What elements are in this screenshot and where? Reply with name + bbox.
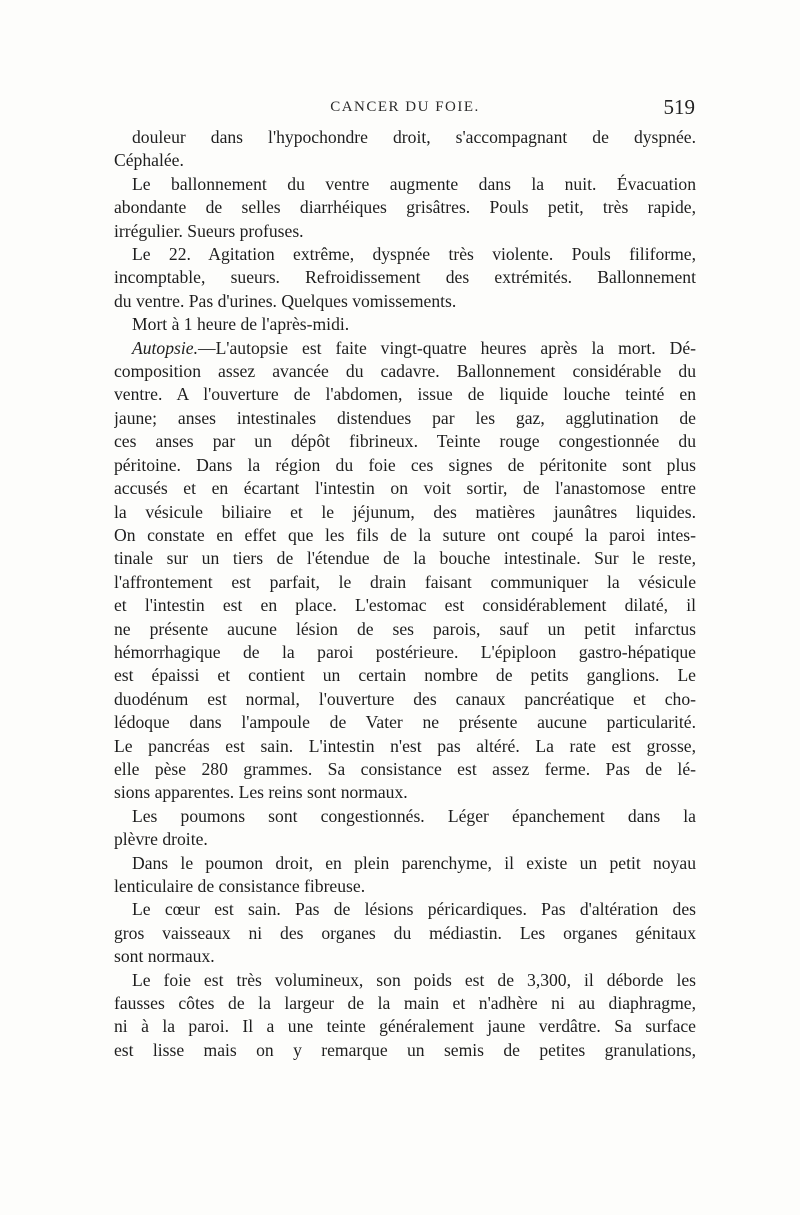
line-text: Dans le poumon droit, en plein parenchyme, il existe un petit noyau [132,852,696,873]
text-line [114,781,696,804]
text-line [114,266,696,289]
text-line [114,173,696,196]
line-text: fausses côtes de la largeur de la main et n'adhère ni au diaphragme, [114,993,696,1014]
line-text: irrégulier. Sueurs profuses. [114,220,304,241]
running-title: CANCER DU FOIE. [330,99,480,115]
paragraph [114,898,696,968]
line-text: Céphalée. [114,150,184,171]
line-text: accusés et en écartant l'intestin on voit sortir, de l'anastomose entre [114,478,696,499]
text-line [114,945,696,968]
text-line [114,524,696,547]
text-line [114,477,696,500]
text-line [114,290,696,313]
line-text: est épaissi et contient un certain nombre de petits ganglions. Le [114,665,696,686]
line-text: Le foie est très volumineux, son poids est de 3,300, il déborde les [132,969,696,990]
line-text: sont normaux. [114,946,215,967]
text-line [114,430,696,453]
text-line [114,594,696,617]
line-text: ventre. A l'ouverture de l'abdomen, issue de liquide louche teinté en [114,384,696,405]
text-line [114,501,696,524]
text-line [114,805,696,828]
line-text: la vésicule biliaire et le jéjunum, des matières jaunâtres liquides. [114,501,696,522]
line-text: ne présente aucune lésion de ses parois, sauf un petit infarctus [114,618,696,639]
line-text: elle pèse 280 grammes. Sa consistance est assez ferme. Pas de lé- [114,758,696,779]
text-line [114,828,696,851]
text-line [114,313,696,336]
page-number: 519 [663,95,695,119]
line-text: et l'intestin est en place. L'estomac est considérablement dilaté, il [114,595,696,616]
paragraph [114,173,696,243]
line-text: ces anses par un dépôt fibrineux. Teinte rouge congestionnée du [114,431,696,452]
text-line [114,360,696,383]
paragraph [114,852,696,899]
paragraph [114,313,696,336]
text-line [114,547,696,570]
line-text: sions apparentes. Les reins sont normaux. [114,782,408,803]
text-line [114,1015,696,1038]
paragraph [114,337,696,805]
text-line [114,571,696,594]
text-line [114,243,696,266]
line-text: lenticulaire de consistance fibreuse. [114,876,366,896]
line-text: ni à la paroi. Il a une teinte généralement jaune verdâtre. Sa surface [114,1016,696,1037]
line-text: Le ballonnement du ventre augmente dans la nuit. Évacuation [132,173,696,194]
line-text: plèvre droite. [114,829,208,850]
line-text: péritoine. Dans la région du foie ces signes de péritonite sont plus [114,454,696,475]
text-line [114,852,696,875]
line-text: composition assez avancée du cadavre. Ballonnement considérable du [114,361,696,382]
paragraph [114,126,696,173]
line-text: du ventre. Pas d'urines. Quelques vomissements. [114,290,457,311]
text-line [114,758,696,781]
text-line [114,196,696,219]
text-line [114,641,696,664]
line-text: jaune; anses intestinales distendues par les gaz, agglutination de [114,407,696,428]
text-line [114,407,696,430]
line-text: Le pancréas est sain. L'intestin n'est pas altéré. La rate est grosse, [114,735,696,756]
line-text: douleur dans l'hypochondre droit, s'accompagnant de dyspnée. [132,127,696,147]
line-text: Mort à 1 heure de l'après-midi. [132,314,350,335]
paragraph [114,805,696,852]
line-text: abondante de selles diarrhéiques grisâtres. Pouls petit, très rapide, [114,197,696,218]
paragraph [114,243,696,313]
line-text: tinale sur un tiers de l'étendue de la bouche intestinale. Sur le reste, [114,548,696,569]
text-line [114,1039,696,1062]
text-line [114,454,696,477]
line-text: lédoque dans l'ampoule de Vater ne présente aucune particularité. [114,712,696,733]
line-text: —L'autopsie est faite vingt-quatre heures après la mort. Dé- [197,337,696,358]
body-text [114,126,696,1062]
text-line [114,875,696,898]
line-text: Le cœur est sain. Pas de lésions péricardiques. Pas d'altération des [132,899,696,920]
text-line [114,898,696,921]
text-line [114,969,696,992]
line-text: gros vaisseaux ni des organes du médiastin. Les organes génitaux [114,922,696,943]
text-line [114,922,696,945]
text-line [114,337,696,360]
text-line [114,711,696,734]
text-line [114,383,696,406]
line-text: est lisse mais on y remarque un semis de petites granulations, [114,1039,696,1060]
line-text: hémorrhagique de la paroi postérieure. L'épiploon gastro-hépatique [114,641,696,662]
running-head [115,95,695,125]
text-line [114,126,696,149]
paragraph [114,969,696,1063]
text-line [114,149,696,172]
text-line [114,688,696,711]
text-line [114,664,696,687]
line-text: l'affrontement est parfait, le drain faisant communiquer la vésicule [114,571,696,592]
text-line [114,618,696,641]
line-text: duodénum est normal, l'ouverture des canaux pancréatique et cho- [114,688,696,709]
line-text: Les poumons sont congestionnés. Léger épanchement dans la [132,805,696,826]
line-text: On constate en effet que les fils de la suture ont coupé la paroi intes- [114,524,696,545]
section-lead: Autopsie. [132,337,198,358]
line-text: incomptable, sueurs. Refroidissement des extrémités. Ballonnement [114,267,696,288]
text-line [114,992,696,1015]
line-text: Le 22. Agitation extrême, dyspnée très violente. Pouls filiforme, [132,244,696,265]
text-line [114,220,696,243]
text-line [114,735,696,758]
